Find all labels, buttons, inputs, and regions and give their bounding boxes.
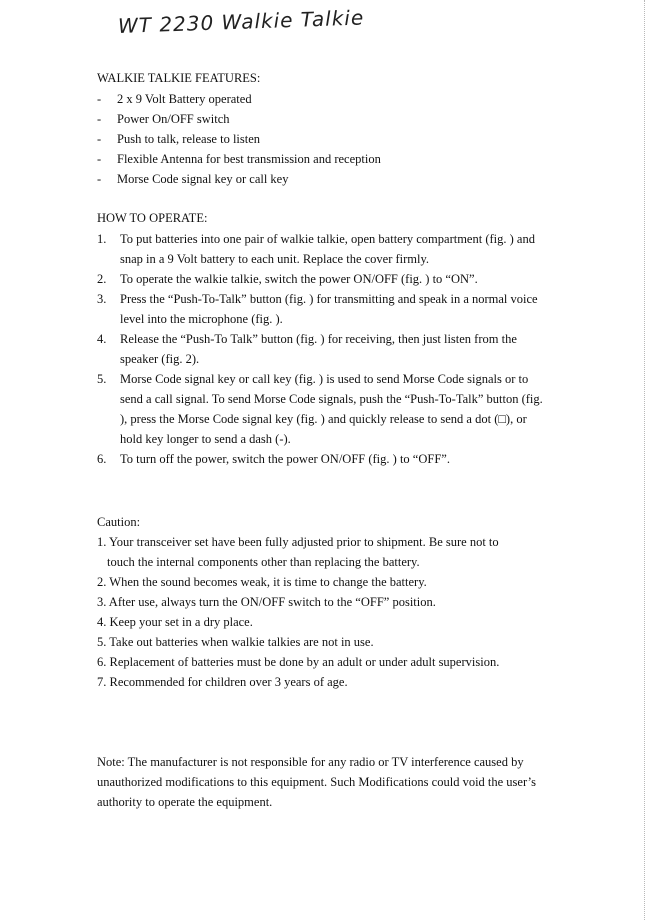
- list-item-text: 5. Take out batteries when walkie talkies are not in use.: [97, 635, 374, 649]
- list-marker: 1.: [97, 232, 107, 246]
- handwritten-title: WT 2230 Walkie Talkie: [117, 5, 365, 38]
- list-item: [97, 129, 567, 149]
- list-marker: -: [97, 152, 102, 166]
- list-item: [97, 269, 552, 289]
- list-item: [97, 532, 567, 572]
- list-item: [97, 612, 567, 632]
- list-item-text: 2. When the sound becomes weak, it is time to change the battery.: [97, 575, 427, 589]
- list-item-text: 7. Recommended for children over 3 years of age.: [97, 675, 348, 689]
- list-item-text: To operate the walkie talkie, switch the power ON/OFF (fig. ) to “ON”.: [120, 272, 478, 286]
- list-marker: -: [97, 172, 102, 186]
- list-item-text: Press the “Push-To-Talk” button (fig. ) for transmitting and speak in a normal voice level into the microphone (fig. ).: [120, 292, 538, 326]
- list-item-text: Morse Code signal key or call key: [117, 172, 289, 186]
- list-marker: -: [97, 132, 102, 146]
- disclaimer-note: Note: The manufacturer is not responsible for any radio or TV interference caused by unauthorized modifications to this equipment. Such Modifications could void the user’s authority to operate the equipment.: [97, 755, 536, 809]
- operate-heading: HOW TO OPERATE:: [97, 211, 208, 225]
- list-item: [97, 632, 567, 652]
- list-item: [97, 229, 552, 269]
- features-heading: WALKIE TALKIE FEATURES:: [97, 71, 261, 85]
- list-item-text: Flexible Antenna for best transmission and reception: [117, 152, 381, 166]
- list-marker: 4.: [97, 332, 107, 346]
- list-marker: -: [97, 92, 102, 106]
- list-item-text: 2 x 9 Volt Battery operated: [117, 92, 252, 106]
- list-marker: 3.: [97, 292, 107, 306]
- list-item-text: 1. Your transceiver set have been fully adjusted prior to shipment. Be sure not to: [97, 535, 499, 549]
- scan-edge-line: [644, 0, 645, 920]
- list-item: [97, 89, 567, 109]
- list-item-text: 3. After use, always turn the ON/OFF switch to the “OFF” position.: [97, 595, 436, 609]
- list-item: [97, 672, 567, 692]
- list-item: [97, 169, 567, 189]
- list-item-text: Power On/OFF switch: [117, 112, 230, 126]
- list-item-text: Morse Code signal key or call key (fig. ) is used to send Morse Code signals or to send a call signal. To send Morse Code signals, push the “Push-To-Talk” button (fig. ), press the Morse Code signal key (fig. ) and quickly release to send a dot (□), or hold key longer to send a dash (-).: [120, 372, 543, 446]
- list-item: [97, 329, 552, 369]
- list-item: [97, 289, 552, 329]
- list-item: [97, 572, 567, 592]
- list-item-text: 4. Keep your set in a dry place.: [97, 615, 253, 629]
- list-item: [97, 652, 567, 672]
- list-item-text: Push to talk, release to listen: [117, 132, 261, 146]
- list-marker: 6.: [97, 452, 107, 466]
- list-item: [97, 109, 567, 129]
- list-marker: 5.: [97, 372, 107, 386]
- list-item: [97, 592, 567, 612]
- operate-list: [97, 229, 552, 469]
- caution-heading: Caution:: [97, 515, 141, 529]
- list-item: [97, 449, 552, 469]
- list-item: [97, 149, 567, 169]
- list-item: [97, 369, 552, 449]
- features-list: [97, 89, 567, 189]
- caution-list: [97, 532, 567, 692]
- list-item-text: 6. Replacement of batteries must be done by an adult or under adult supervision.: [97, 655, 500, 669]
- list-item-text: Release the “Push-To Talk” button (fig. ) for receiving, then just listen from the speaker (fig. 2).: [120, 332, 517, 366]
- list-marker: -: [97, 112, 102, 126]
- list-item-continuation: touch the internal components other than replacing the battery.: [107, 555, 420, 569]
- list-item-text: To put batteries into one pair of walkie talkie, open battery compartment (fig. ) and snap in a 9 Volt battery to each unit. Replace the cover firmly.: [120, 232, 535, 266]
- list-item-text: To turn off the power, switch the power ON/OFF (fig. ) to “OFF”.: [120, 452, 450, 466]
- list-marker: 2.: [97, 272, 107, 286]
